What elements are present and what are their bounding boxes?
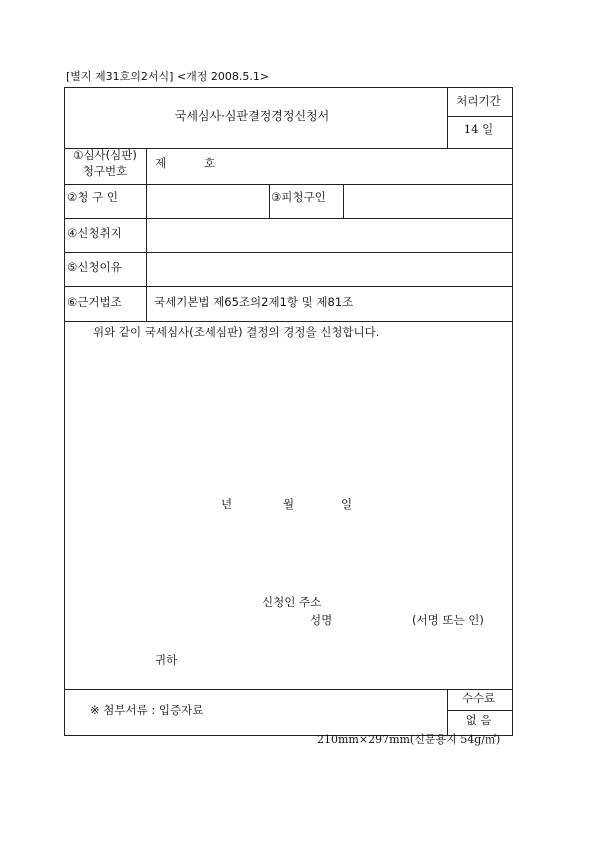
legal-basis-label: ⑥근거법조 bbox=[67, 295, 122, 309]
respondent-label: ③피청구인 bbox=[271, 190, 326, 204]
application-statement: 위와 같이 국세심사(조세심판) 결정의 경정을 신청합니다. bbox=[93, 325, 380, 339]
fee-label: 수수료 bbox=[461, 691, 496, 705]
date-year-label: 년 bbox=[221, 497, 233, 511]
claimant-label: ②청 구 인 bbox=[67, 190, 118, 204]
date-day-label: 일 bbox=[341, 497, 353, 511]
application-form bbox=[64, 87, 513, 736]
processing-label: 처리기간 bbox=[456, 94, 501, 108]
claim-no-label-2: 청구번호 bbox=[82, 164, 128, 178]
reason-label: ⑤신청이유 bbox=[67, 260, 122, 274]
addressee-label: 귀하 bbox=[155, 653, 178, 667]
purpose-label: ④신청취지 bbox=[67, 226, 122, 240]
form-title: 국세심사·심판결정경정신청서 bbox=[174, 109, 330, 123]
divider-label-col bbox=[146, 148, 147, 321]
divider-attachment bbox=[65, 689, 512, 690]
paper-size-note: 210mm×297mm(신문용지 54g/㎡) bbox=[317, 733, 501, 746]
claim-no-prefix: 제 bbox=[155, 156, 167, 170]
applicant-address-label: 신청인 주소 bbox=[262, 595, 322, 609]
divider-purpose bbox=[65, 252, 512, 253]
fee-value: 없 음 bbox=[465, 713, 492, 727]
divider-fee bbox=[447, 710, 512, 711]
claim-no-suffix: 호 bbox=[204, 156, 216, 170]
divider-claim-no bbox=[65, 184, 512, 185]
divider-parties bbox=[65, 218, 512, 219]
attachment-note: ※ 첨부서류 : 입증자료 bbox=[90, 703, 204, 717]
applicant-name-label: 성명 bbox=[310, 613, 333, 627]
signature-label: (서명 또는 인) bbox=[412, 613, 484, 627]
divider-reason bbox=[65, 286, 512, 287]
divider-basis bbox=[65, 321, 512, 322]
divider-processing bbox=[447, 116, 512, 117]
divider-claimant-col bbox=[269, 184, 270, 218]
divider-respondent-col bbox=[343, 184, 344, 218]
legal-basis-value: 국세기본법 제65조의2제1항 및 제81조 bbox=[154, 295, 354, 309]
form-number-note: [별지 제31호의2서식] <개정 2008.5.1> bbox=[66, 70, 270, 83]
claim-no-label-1: ①심사(심판) bbox=[73, 148, 137, 162]
processing-value: 14 일 bbox=[463, 122, 494, 136]
date-month-label: 월 bbox=[283, 497, 295, 511]
